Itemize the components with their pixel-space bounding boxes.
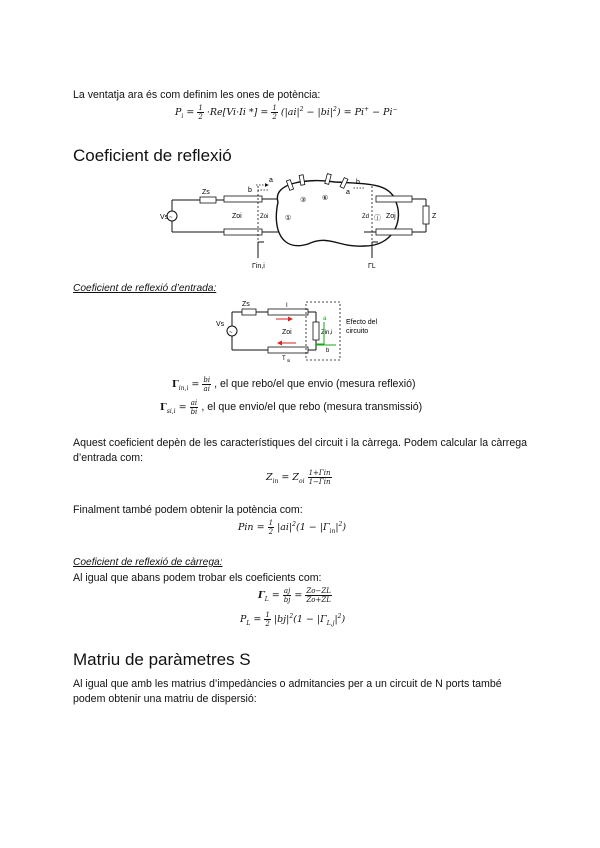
zl-inner-label: Zd: [362, 214, 370, 220]
effect-label-line1: Efecto del: [346, 319, 378, 326]
zoi-inner-label: Zoi: [260, 214, 269, 220]
gamma-in-equation: $\Gamma_{in,i}$ = $\frac{bi}{ai}$ , el que rebo/el que envio (mesura reflexió): [172, 376, 416, 393]
paragraph-power: Finalment també podem obtenir la potència com:: [73, 504, 303, 516]
load-impedance: [423, 206, 429, 224]
zs-label: Zs: [242, 301, 250, 308]
power-equation: $P_i$ = $\frac{1}{2}$ ·Re[Vi·Ii *] = $\frac{1}{2}$ $(|ai|^2 - |bi|^2) = Pi^+ - Pi^-$: [175, 104, 398, 121]
circuit-diagram-input: [212, 298, 402, 366]
port-3-label: ③: [300, 197, 307, 204]
transmission-line-bottom: [268, 347, 308, 353]
port-j-label: ⓙ: [374, 215, 381, 222]
t-label: T: [282, 356, 286, 362]
effect-label-line2: circuito: [346, 328, 369, 335]
zin-label: Zin,i: [321, 330, 333, 336]
gamma-si-equation: $\Gamma_{si,i}$ = $\frac{ai}{bi}$ , el que envio/el que rebo (mesura transmissió): [160, 399, 423, 416]
gamma-in-label: Γin,i: [252, 263, 265, 270]
nport-circuit-blob: [276, 181, 398, 247]
transmission-line-left-top: [224, 196, 262, 202]
a-left-label: a: [269, 177, 273, 184]
zoi-label: Zoi: [282, 329, 292, 336]
eq-re-part: ·Re[Vi·Ii *] =: [206, 107, 269, 118]
intro-text: La ventatja ara és com definim les ones de potència:: [73, 89, 321, 101]
transmission-line-left-bottom: [224, 229, 262, 235]
port-6-label: ⑥: [322, 195, 329, 202]
paragraph-coefficients: Al igual que abans podem trobar els coeficients com:: [73, 572, 322, 584]
eq-symbol: P: [175, 107, 182, 118]
section-heading-s-matrix: Matriu de paràmetres S: [73, 650, 251, 669]
b-label: b: [326, 348, 330, 354]
zin-impedance: [313, 322, 319, 340]
zin-equation: $Z_{in} = Z_{oi}$ $\frac{\text{1+Γin}}{\text{1−Γin}}$: [266, 469, 331, 486]
paragraph-s-matrix: Al igual que amb les matrius d’impedàncies o admitancies per a un circuit de N ports també podem obtenir una matriu de dispersió:: [73, 678, 502, 705]
gamma-l-equation: $\Gamma_L$ = $\frac{aj}{bj}$ = $\frac{Zo-ZL}{Zo+ZL}$: [258, 587, 331, 604]
a-label: a: [323, 316, 327, 322]
svg-text:~: ~: [169, 215, 173, 221]
circuit-diagram-nport: [160, 172, 442, 274]
vs-label: Vs: [160, 214, 169, 221]
eq-subscript: i: [181, 112, 184, 120]
paragraph-load-dependence: Aquest coeficient depèn de les característiques del circuit i la càrrega. Podem calcular la càrrega d’entrada com:: [73, 437, 528, 464]
t-subscript: si: [287, 358, 291, 363]
vs-label: Vs: [216, 321, 225, 328]
i-label: I: [286, 303, 288, 309]
subheading-load-reflection: Coeficient de reflexió de càrrega:: [73, 557, 223, 568]
fraction: $\frac{1}{2}$: [272, 104, 277, 121]
transmission-line-right-top: [376, 196, 412, 202]
fraction: $\frac{1}{2}$: [198, 104, 203, 121]
transmission-line-top: [268, 309, 308, 315]
source-impedance: [242, 309, 256, 315]
pin-equation: Pin = $\frac{1}{2}$ $|ai|^2(1 - |\Gamma_{in}|^2)$: [238, 519, 347, 536]
svg-text:~: ~: [229, 330, 233, 336]
gamma-l-label: ΓL: [368, 263, 376, 270]
section-heading-reflection: Coeficient de reflexió: [73, 146, 232, 165]
source-impedance: [200, 197, 216, 203]
gamma-si-description: , el que envio/el que rebo (mesura transmissió): [201, 401, 423, 413]
zoj-label: Zoj: [386, 213, 396, 220]
gamma-in-description: , el que rebo/el que envio (mesura reflexió): [214, 378, 416, 390]
port-1-label: ①: [285, 215, 292, 222]
zs-label: Zs: [202, 189, 210, 196]
a-right-label: a: [346, 189, 350, 196]
b-left-label: b: [248, 187, 252, 194]
pl-equation: $P_L$ = $\frac{1}{2}$ $|bj|^2(1 - |\Gamma_{L,j}|^2)$: [240, 611, 346, 628]
subheading-input-reflection: Coeficient de reflexió d’entrada:: [73, 283, 217, 294]
zoi-label: Zoi: [232, 213, 242, 220]
z-load-label: Z: [432, 213, 437, 220]
b-right-label: b: [356, 179, 360, 186]
transmission-line-right-bottom: [376, 229, 412, 235]
